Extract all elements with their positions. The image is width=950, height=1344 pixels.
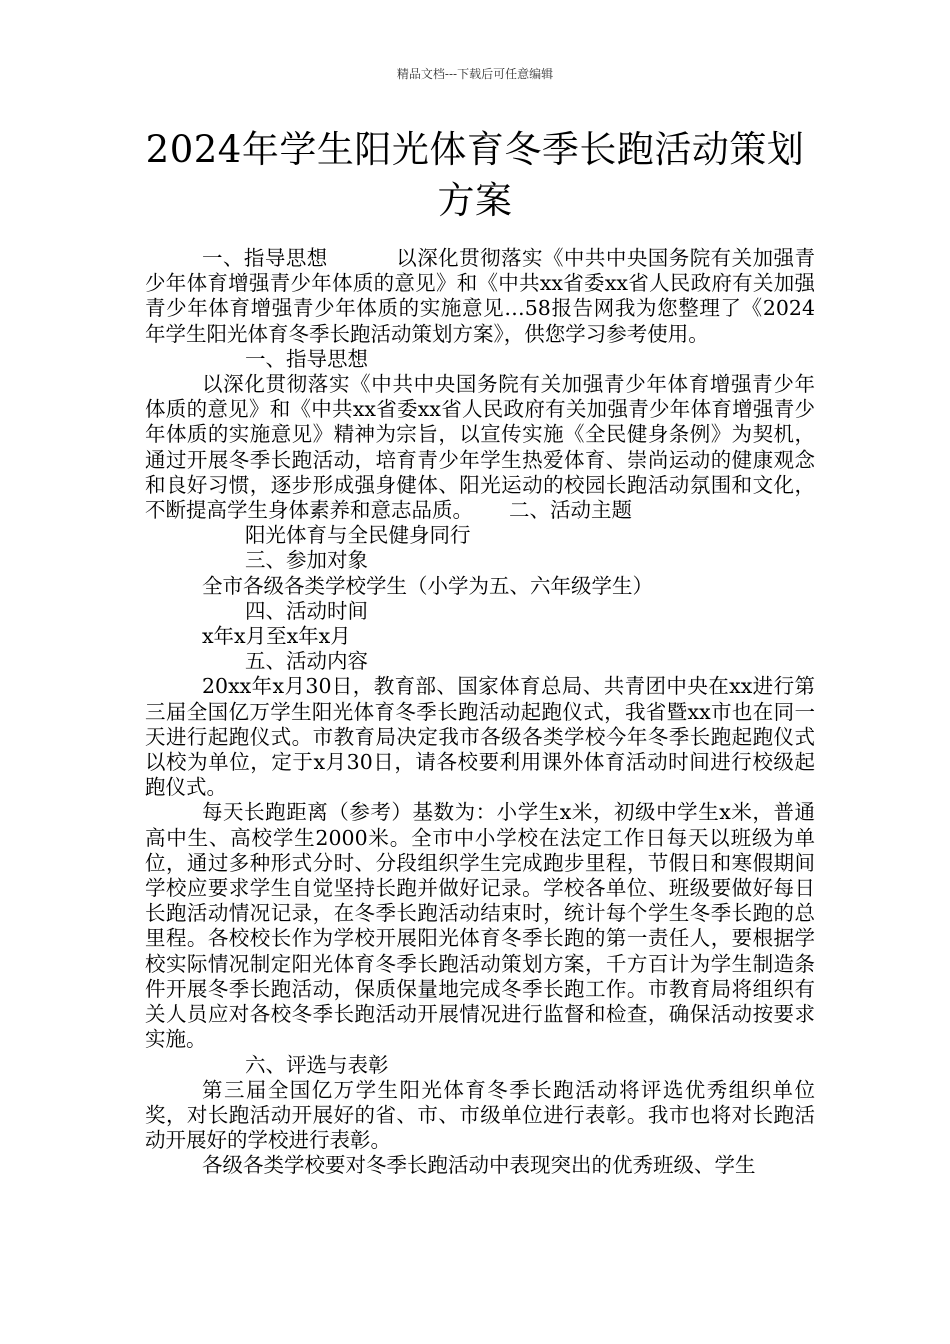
intro-paragraph xyxy=(145,246,815,347)
section-2-paragraph: 阳光体育与全民健身同行 xyxy=(245,523,471,548)
section-3-paragraph: 全市各级各类学校学生（小学为五、六年级学生） xyxy=(202,573,653,598)
header-note: 精品文档---下载后可任意编辑 xyxy=(396,67,554,81)
section-1-paragraph xyxy=(145,372,815,523)
intro-heading: 一、指导思想 xyxy=(202,246,328,270)
section-heading-3: 三、参加对象 xyxy=(245,548,368,573)
section-heading-4: 四、活动时间 xyxy=(245,598,368,623)
section-heading-5: 五、活动内容 xyxy=(245,649,368,674)
section-6-paragraph-2: 各级各类学校要对冬季长跑活动中表现突出的优秀班级、学生 xyxy=(202,1153,756,1178)
section-5-paragraph-2: 每天长跑距离（参考）基数为：小学生x米，初级中学生x米，普通高中生、高校学生2000米。全市中小学校在法定工作日每天以班级为单位，通过多种形式分时、分段组织学生完成跑步里程，节假日和寒假期间学校应要求学生自觉坚持长跑并做好记录。学校各单位、班级要做好每日长跑活动情况记录，在冬季长跑活动结束时，统计每个学生冬季长跑的总里程。各校校长作为学校开展阳光体育冬季长跑的第一责任人，要根据学校实际情况制定阳光体育冬季长跑活动策划方案，千方百计为学生制造条件开展冬季长跑活动，保质保量地完成冬季长跑工作。市教育局将组织有关人员应对各校冬季长跑活动开展情况进行监督和检查，确保活动按要求实施。 xyxy=(145,800,815,1052)
document-title: 2024年学生阳光体育冬季长跑活动策划方案 xyxy=(145,128,805,222)
section-heading-6: 六、评选与表彰 xyxy=(245,1052,389,1077)
section-5-paragraph-1: 20xx年x月30日，教育部、国家体育总局、共青团中央在xx进行第三届全国亿万学生阳光体育冬季长跑活动起跑仪式，我省暨xx市也在同一天进行起跑仪式。市教育局决定我市各级各类学校今年冬季长跑起跑仪式以校为单位，定于x月30日，请各校要利用课外体育活动时间进行校级起跑仪式。 xyxy=(145,674,815,800)
document-body xyxy=(145,246,815,1179)
intro-text: 以深化贯彻落实《中共中央国务院有关加强青少年体育增强青少年体质的意见》和《中共xx省委xx省人民政府有关加强青少年体育增强青少年体质的实施意见…58报告网我为您整理了《2024年学生阳光体育冬季长跑活动策划方案》，供您学习参考使用。 xyxy=(145,246,816,346)
section-4-paragraph: x年x月至x年x月 xyxy=(202,624,351,649)
section-heading-2: 二、活动主题 xyxy=(509,498,632,523)
section-heading-1: 一、指导思想 xyxy=(245,346,368,371)
section-1-text: 以深化贯彻落实《中共中央国务院有关加强青少年体育增强青少年体质的意见》和《中共xx省委xx省人民政府有关加强青少年体育增强青少年体质的实施意见》精神为宗旨，以宣传实施《全民健身条例》为契机，通过开展冬季长跑活动，培育青少年学生热爱体育、崇尚运动的健康观念和良好习惯，逐步形成强身健体、阳光运动的校园长跑活动氛围和文化，不断提高学生身体素养和意志品质。 xyxy=(145,372,815,523)
section-6-paragraph-1: 第三届全国亿万学生阳光体育冬季长跑活动将评选优秀组织单位奖，对长跑活动开展好的省、市、市级单位进行表彰。我市也将对长跑活动开展好的学校进行表彰。 xyxy=(145,1077,815,1153)
